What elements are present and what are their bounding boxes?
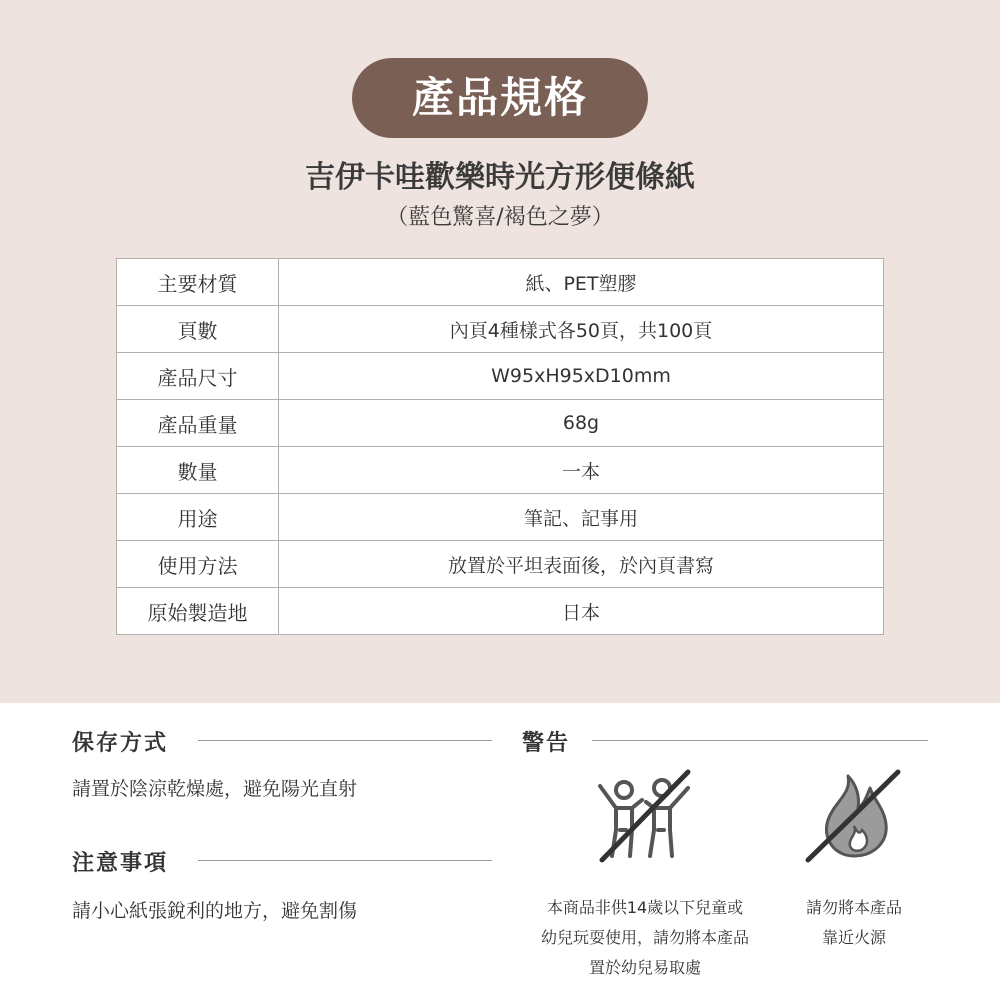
spec-label: 頁數 <box>117 306 279 353</box>
spec-value: 筆記、記事用 <box>279 494 884 541</box>
spec-value: 一本 <box>279 447 884 494</box>
spec-label: 主要材質 <box>117 259 279 306</box>
spec-table <box>116 258 884 635</box>
spec-label: 數量 <box>117 447 279 494</box>
caution-divider <box>198 860 492 861</box>
spec-value: 日本 <box>279 588 884 635</box>
children-warning-line: 置於幼兒易取處 <box>588 958 701 977</box>
spec-label: 原始製造地 <box>117 588 279 635</box>
spec-label: 產品重量 <box>117 400 279 447</box>
fire-warning-text <box>784 893 924 953</box>
spec-value: 放置於平坦表面後，於內頁書寫 <box>279 541 884 588</box>
spec-label: 使用方法 <box>117 541 279 588</box>
table-row <box>117 447 884 494</box>
table-row <box>117 353 884 400</box>
table-row <box>117 400 884 447</box>
table-row <box>117 541 884 588</box>
product-title: 吉伊卡哇歡樂時光方形便條紙 <box>305 160 695 195</box>
spec-value: 內頁4種樣式各50頁，共100頁 <box>279 306 884 353</box>
caution-heading: 注意事項 <box>72 851 169 876</box>
product-variant: （藍色驚喜/褐色之夢） <box>386 205 614 230</box>
children-warning-line: 幼兒玩耍使用，請勿將本產品 <box>540 928 749 947</box>
table-row <box>117 259 884 306</box>
warning-heading: 警告 <box>522 731 571 756</box>
spec-label: 產品尺寸 <box>117 353 279 400</box>
table-row <box>117 494 884 541</box>
children-warning-text <box>510 893 780 983</box>
storage-text: 請置於陰涼乾燥處，避免陽光直射 <box>72 778 358 800</box>
children-warning-line: 本商品非供14歲以下兒童或 <box>546 898 744 917</box>
spec-label: 用途 <box>117 494 279 541</box>
spec-value: 68g <box>279 400 884 447</box>
no-children-icon <box>590 768 700 868</box>
spec-value: 紙、PET塑膠 <box>279 259 884 306</box>
table-row <box>117 588 884 635</box>
storage-divider <box>198 740 492 741</box>
storage-heading: 保存方式 <box>72 731 169 756</box>
warning-divider <box>592 740 928 741</box>
caution-text: 請小心紙張銳利的地方，避免割傷 <box>72 900 358 922</box>
spec-value: W95xH95xD10mm <box>279 353 884 400</box>
fire-warning-line: 靠近火源 <box>821 928 886 947</box>
fire-warning-line: 請勿將本產品 <box>805 898 902 917</box>
no-fire-icon <box>800 768 910 868</box>
spec-badge: 產品規格 <box>352 58 648 138</box>
table-row <box>117 306 884 353</box>
